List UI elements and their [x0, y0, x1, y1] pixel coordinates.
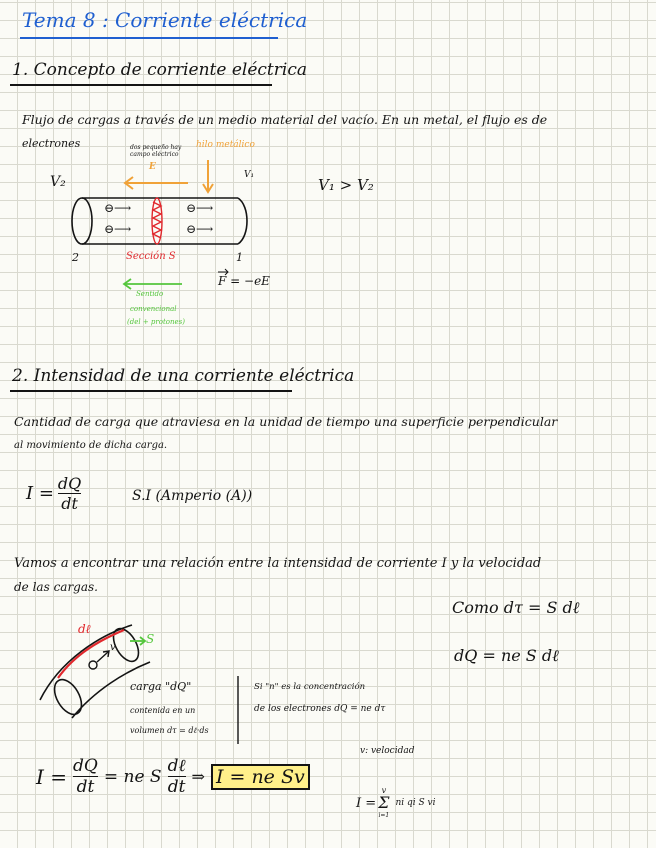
electron-row-2b: ⊖⟶	[186, 222, 214, 236]
v2-label: V₂	[50, 174, 66, 190]
implies-arrow: ⇒	[191, 767, 205, 786]
page-title: Tema 8 : Corriente eléctrica	[22, 8, 308, 32]
velocity-arrow	[89, 651, 109, 669]
relation-line1: Vamos a encontrar una relación entre la intensidad de corriente I y la velocidad	[14, 556, 542, 571]
conventional-arrow	[124, 279, 182, 289]
node-right: 1	[236, 251, 243, 264]
formula-fraction	[58, 474, 81, 513]
formula-num: dQ	[57, 474, 82, 493]
final-lhs: I =	[36, 764, 68, 789]
force-vector-marks	[218, 269, 228, 275]
final-num1: dQ	[73, 756, 98, 776]
section1-line2: electrones	[22, 137, 81, 150]
cross-section-s	[152, 198, 162, 244]
final-fraction-2	[168, 756, 186, 797]
final-den2: dt	[167, 777, 186, 797]
dq-formula: dQ = ne S dℓ	[454, 646, 559, 665]
v1-label: V₁	[244, 170, 255, 180]
section1-heading: 1. Concepto de corriente eléctrica	[12, 60, 307, 80]
v-label: v	[110, 642, 116, 653]
section2-line1: Cantidad de carga que atraviesa en la unidad de tiempo una superficie perpendicular	[14, 414, 558, 429]
s-label: S	[146, 632, 155, 646]
section2-line2: al movimiento de dicha carga.	[14, 440, 168, 451]
carga-line2: contenida en un	[130, 706, 196, 715]
potential-relation: V₁ > V₂	[318, 176, 374, 194]
electron-row-2a: ⊖⟶	[186, 201, 214, 215]
sum-top: v	[381, 786, 387, 795]
final-mid: = ne S	[103, 766, 162, 787]
electron-row-1b: ⊖⟶	[104, 222, 132, 236]
conventional-2: convencional	[130, 305, 177, 313]
sum-lhs: I =	[356, 795, 377, 811]
como-formula: Como dτ = S dℓ	[452, 598, 580, 617]
result-formula: I = ne Sv	[211, 764, 310, 790]
wire-label: hilo metálico	[196, 140, 255, 150]
sum-operator	[378, 786, 389, 820]
sum-formula	[356, 786, 436, 820]
intensity-formula	[26, 474, 81, 513]
final-den1: dt	[76, 777, 95, 797]
field-note: dos pequeño hay campo eléctrico	[130, 144, 182, 158]
section1-line1: Flujo de cargas a través de un medio material del vacío. En un metal, el flujo es de	[22, 112, 548, 127]
relation-line2: de las cargas.	[14, 580, 98, 594]
concentration-line1: Si "n" es la concentración	[254, 682, 366, 692]
conductor-segment	[40, 624, 150, 719]
wire-pointer-arrow	[203, 160, 213, 192]
conventional-3: (del + protones)	[127, 318, 185, 326]
section2-underline	[10, 390, 292, 392]
final-derivation	[36, 756, 310, 797]
conventional-1: Sentido	[136, 290, 164, 298]
si-unit: S.I (Amperio (A))	[132, 488, 253, 504]
node-left: 2	[72, 251, 79, 264]
formula-lhs: I =	[26, 483, 54, 504]
section2-heading: 2. Intensidad de una corriente eléctrica	[12, 366, 355, 386]
section-s-label: Sección S	[126, 251, 176, 262]
e-field-arrow	[125, 177, 188, 189]
e-vector-label: E	[149, 162, 156, 172]
final-fraction-1	[73, 756, 98, 797]
sum-symbol: Σ	[378, 793, 390, 812]
dl-label: dℓ	[78, 622, 91, 636]
s-arrow	[130, 637, 145, 645]
final-num2: dℓ	[167, 756, 186, 776]
electron-row-1a: ⊖⟶	[104, 201, 132, 215]
concentration-line2: de los electrones dQ = ne dτ	[254, 704, 386, 714]
sum-bottom: i=1	[378, 812, 390, 819]
sum-rhs: ni qi S vi	[395, 798, 436, 808]
carga-line3: volumen dτ = dℓ·ds	[130, 726, 209, 735]
carga-line1: carga "dQ"	[130, 680, 192, 693]
velocity-note: v: velocidad	[360, 746, 415, 756]
force-formula: F = −eE	[218, 274, 270, 288]
formula-den: dt	[61, 494, 78, 513]
